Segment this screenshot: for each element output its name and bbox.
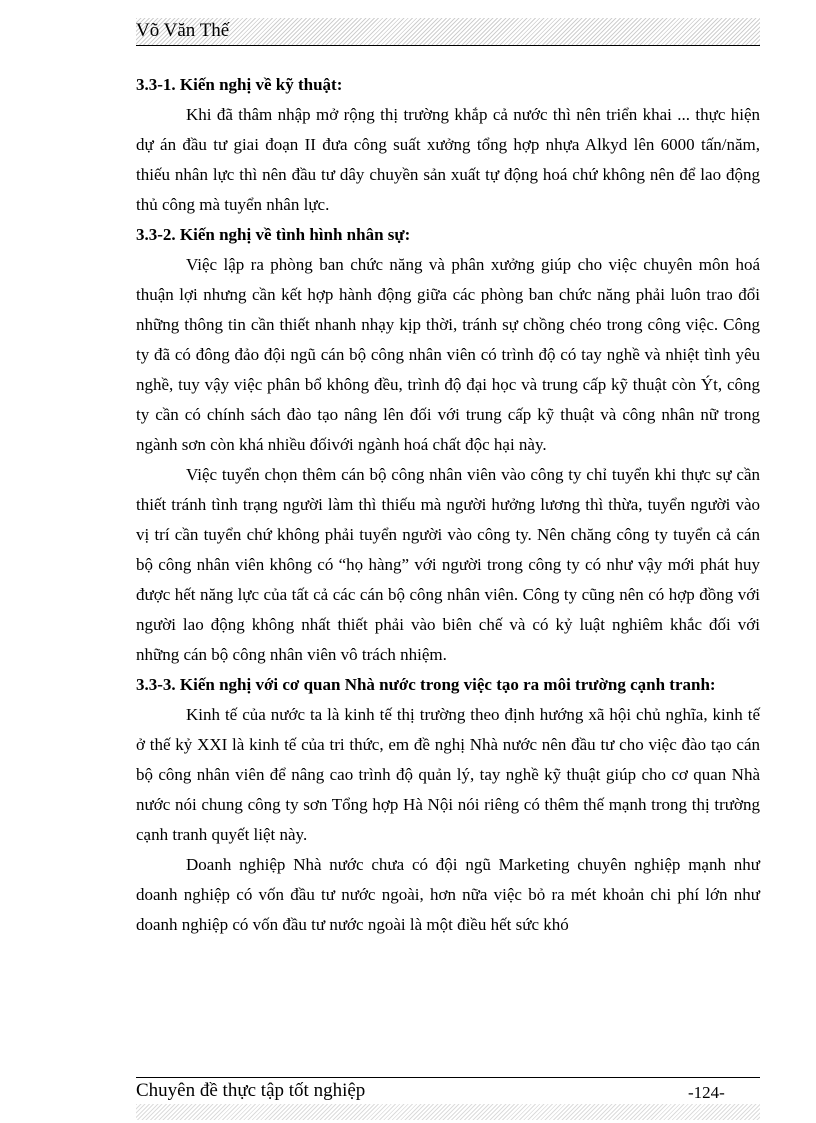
section-heading: 3.3-2. Kiến nghị về tình hình nhân sự: — [136, 225, 411, 244]
document-body — [136, 70, 760, 940]
page-header — [136, 18, 760, 45]
section-heading: 3.3-1. Kiến nghị về kỹ thuật: — [136, 75, 343, 94]
header-hatch-pattern — [136, 18, 760, 45]
body-paragraph: Khi đã thâm nhập mở rộng thị trường khắp cả nước thì nên triển khai ... thực hiện dự án đầu tư giai đoạn II đưa công suất xưởng tổng hợp nhựa Alkyd lên 6000 tấn/năm, thiếu nhân lực thì nên đầu tư dây chuyền sản xuất tự động hoá chứ không nên để lao động thủ công mà tuyển nhân lực. — [136, 105, 760, 214]
header-divider — [136, 45, 760, 46]
page-number: -124- — [688, 1083, 725, 1102]
body-paragraph: Việc lập ra phòng ban chức năng và phân xưởng giúp cho việc chuyên môn hoá thuận lợi nhưng cần kết hợp hành động giữa các phòng ban chức năng phải luôn trao đổi những thông tin cần thiết nhanh nhạy kịp thời, tránh sự chồng chéo trong công việc. Công ty đã có đông đảo đội ngũ cán bộ công nhân viên có trình độ có tay nghề và nhiệt tình yêu nghề, tuy vậy việc phân bổ không đều, trình độ đại học và trung cấp kỹ thuật còn Ýt, công ty cần có chính sách đào tạo nâng lên đối với trung cấp kỹ thuật và công nhân nữ trong ngành sơn còn khá nhiều đốivới ngành hoá chất độc hại này. — [136, 255, 760, 454]
footer-title: Chuyên đề thực tập tốt nghiệp — [136, 1080, 366, 1101]
body-paragraph: Kinh tế của nước ta là kinh tế thị trường theo định hướng xã hội chủ nghĩa, kinh tế ở thế kỷ XXI là kinh tế của tri thức, em đề nghị Nhà nước nên đầu tư cho việc đào tạo cán bộ công nhân viên để nâng cao trình độ quản lý, tay nghề kỹ thuật giúp cho cơ quan Nhà nước nói chung công ty sơn Tổng hợp Hà Nội nói riêng có thêm thế mạnh trong thị trường cạnh tranh quyết liệt này. — [136, 705, 760, 844]
footer-hatch-pattern — [136, 1104, 760, 1120]
header-author: Võ Văn Thế — [136, 20, 230, 41]
body-paragraph: Doanh nghiệp Nhà nước chưa có đội ngũ Marketing chuyên nghiệp mạnh như doanh nghiệp có vốn đầu tư nước ngoài, hơn nữa việc bỏ ra mét khoản chi phí lớn như doanh nghiệp có vốn đầu tư nước ngoài là một điều hết sức khó — [136, 855, 760, 934]
section-heading: 3.3-3. Kiến nghị với cơ quan Nhà nước trong việc tạo ra môi trường cạnh tranh: — [136, 675, 716, 694]
body-paragraph: Việc tuyển chọn thêm cán bộ công nhân viên vào công ty chỉ tuyển khi thực sự cần thiết tránh tình trạng người làm thì thiếu mà người hưởng lương thì thừa, tuyển người vào vị trí cần tuyển chứ không phải tuyển người vào công ty. Nên chăng công ty tuyển cả cán bộ công nhân viên không có “họ hàng” với người trong công ty có như vậy mới phát huy được hết năng lực của tất cả các cán bộ công nhân viên. Công ty cũng nên có hợp đồng với người lao động không nhất thiết phải vào biên chế và có kỷ luật nghiêm khắc đối với những cán bộ công nhân viên vô trách nhiệm. — [136, 465, 760, 664]
footer-divider — [136, 1077, 760, 1078]
